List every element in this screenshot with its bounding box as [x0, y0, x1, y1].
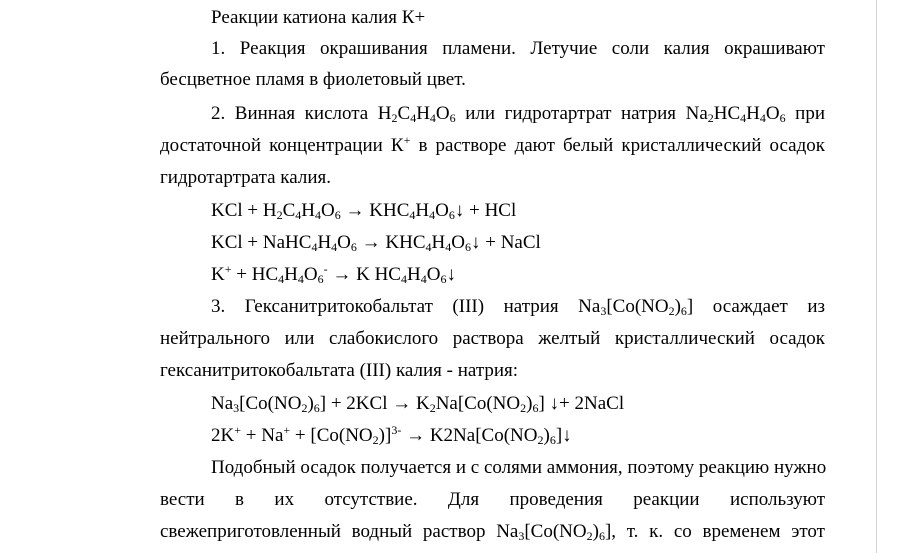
paragraph-1-line-1: 1. Реакция окрашивания пламени. Летучие соли калия окрашивают: [211, 38, 825, 59]
paragraph-3-line-3: гексанитритокобальтата (III) калия - натрия:: [160, 360, 519, 381]
formula-sodium-hexanitritocobaltate: $Na_3[Co(NO_2)_6]$: [578, 296, 694, 318]
paragraph-1-line-2: бесцветное пламя в фиолетовый цвет.: [160, 69, 466, 90]
formula-tartaric-acid: $H_2C_4H_4O_6$: [377, 103, 456, 125]
document-page: [17, 0, 877, 553]
paragraph-3-line-1: 3. Гексанитритокобальтат (III) натрия $Na_3[Co(NO_2)_6]$ осаждает из: [211, 296, 825, 318]
equation-2: KCl + $NaHC_4H_4O_6$ → $KHC_4H_4O_6↓$ + NaCl: [211, 232, 541, 254]
formula-sodium-hydrotartrate: $Na_2HC_4H_4O_6$: [685, 103, 786, 125]
paragraph-4-line-1: Подобный осадок получается и с солями аммония, поэтому реакцию нужно: [211, 457, 827, 478]
paragraph-4-line-3: свежеприготовленный водный раствор $Na_3[Co(NO_2)_6]$, т. к. со временем этот: [160, 521, 825, 543]
paragraph-4-line-2: вести в их отсутствие. Для проведения реакции используют: [160, 489, 825, 510]
formula-reagent: $Na_3[Co(NO_2)_6]$, т. к. со временем этот: [496, 521, 825, 543]
equation-1: KCl + $H_2C_4H_4O_6$ → $KHC_4H_4O_6↓$ + HCl: [211, 200, 517, 222]
paragraph-2-line-1: 2. Винная кислота $H_2C_4H_4O_6$ или гидротартрат натрия $Na_2HC_4H_4O_6$ при: [211, 103, 826, 125]
paragraph-2-line-2: достаточной концентрации К+ в растворе дают белый кристаллический осадок: [160, 133, 826, 156]
paragraph-2-line-3: гидротартрата калия.: [160, 167, 331, 188]
equation-4: $Na_3[Co(NO_2)_6] + 2KCl \to K_2Na[Co(NO_2)_6]$ ↓+ 2NaCl: [211, 393, 625, 415]
equation-3: $K^+ + HC_4H_4O_6^- \to K$ $HC_4H_4O_6↓$: [211, 262, 456, 286]
section-title: Реакции катиона калия К+: [211, 7, 426, 28]
equation-5: $2K^+ + Na^+ + [Co(NO_2)]^{3-}$ → $K2Na[Co(NO_2)_6]↓$: [211, 423, 572, 447]
paragraph-3-line-2: нейтрального или слабокислого раствора желтый кристаллический осадок: [160, 328, 825, 349]
